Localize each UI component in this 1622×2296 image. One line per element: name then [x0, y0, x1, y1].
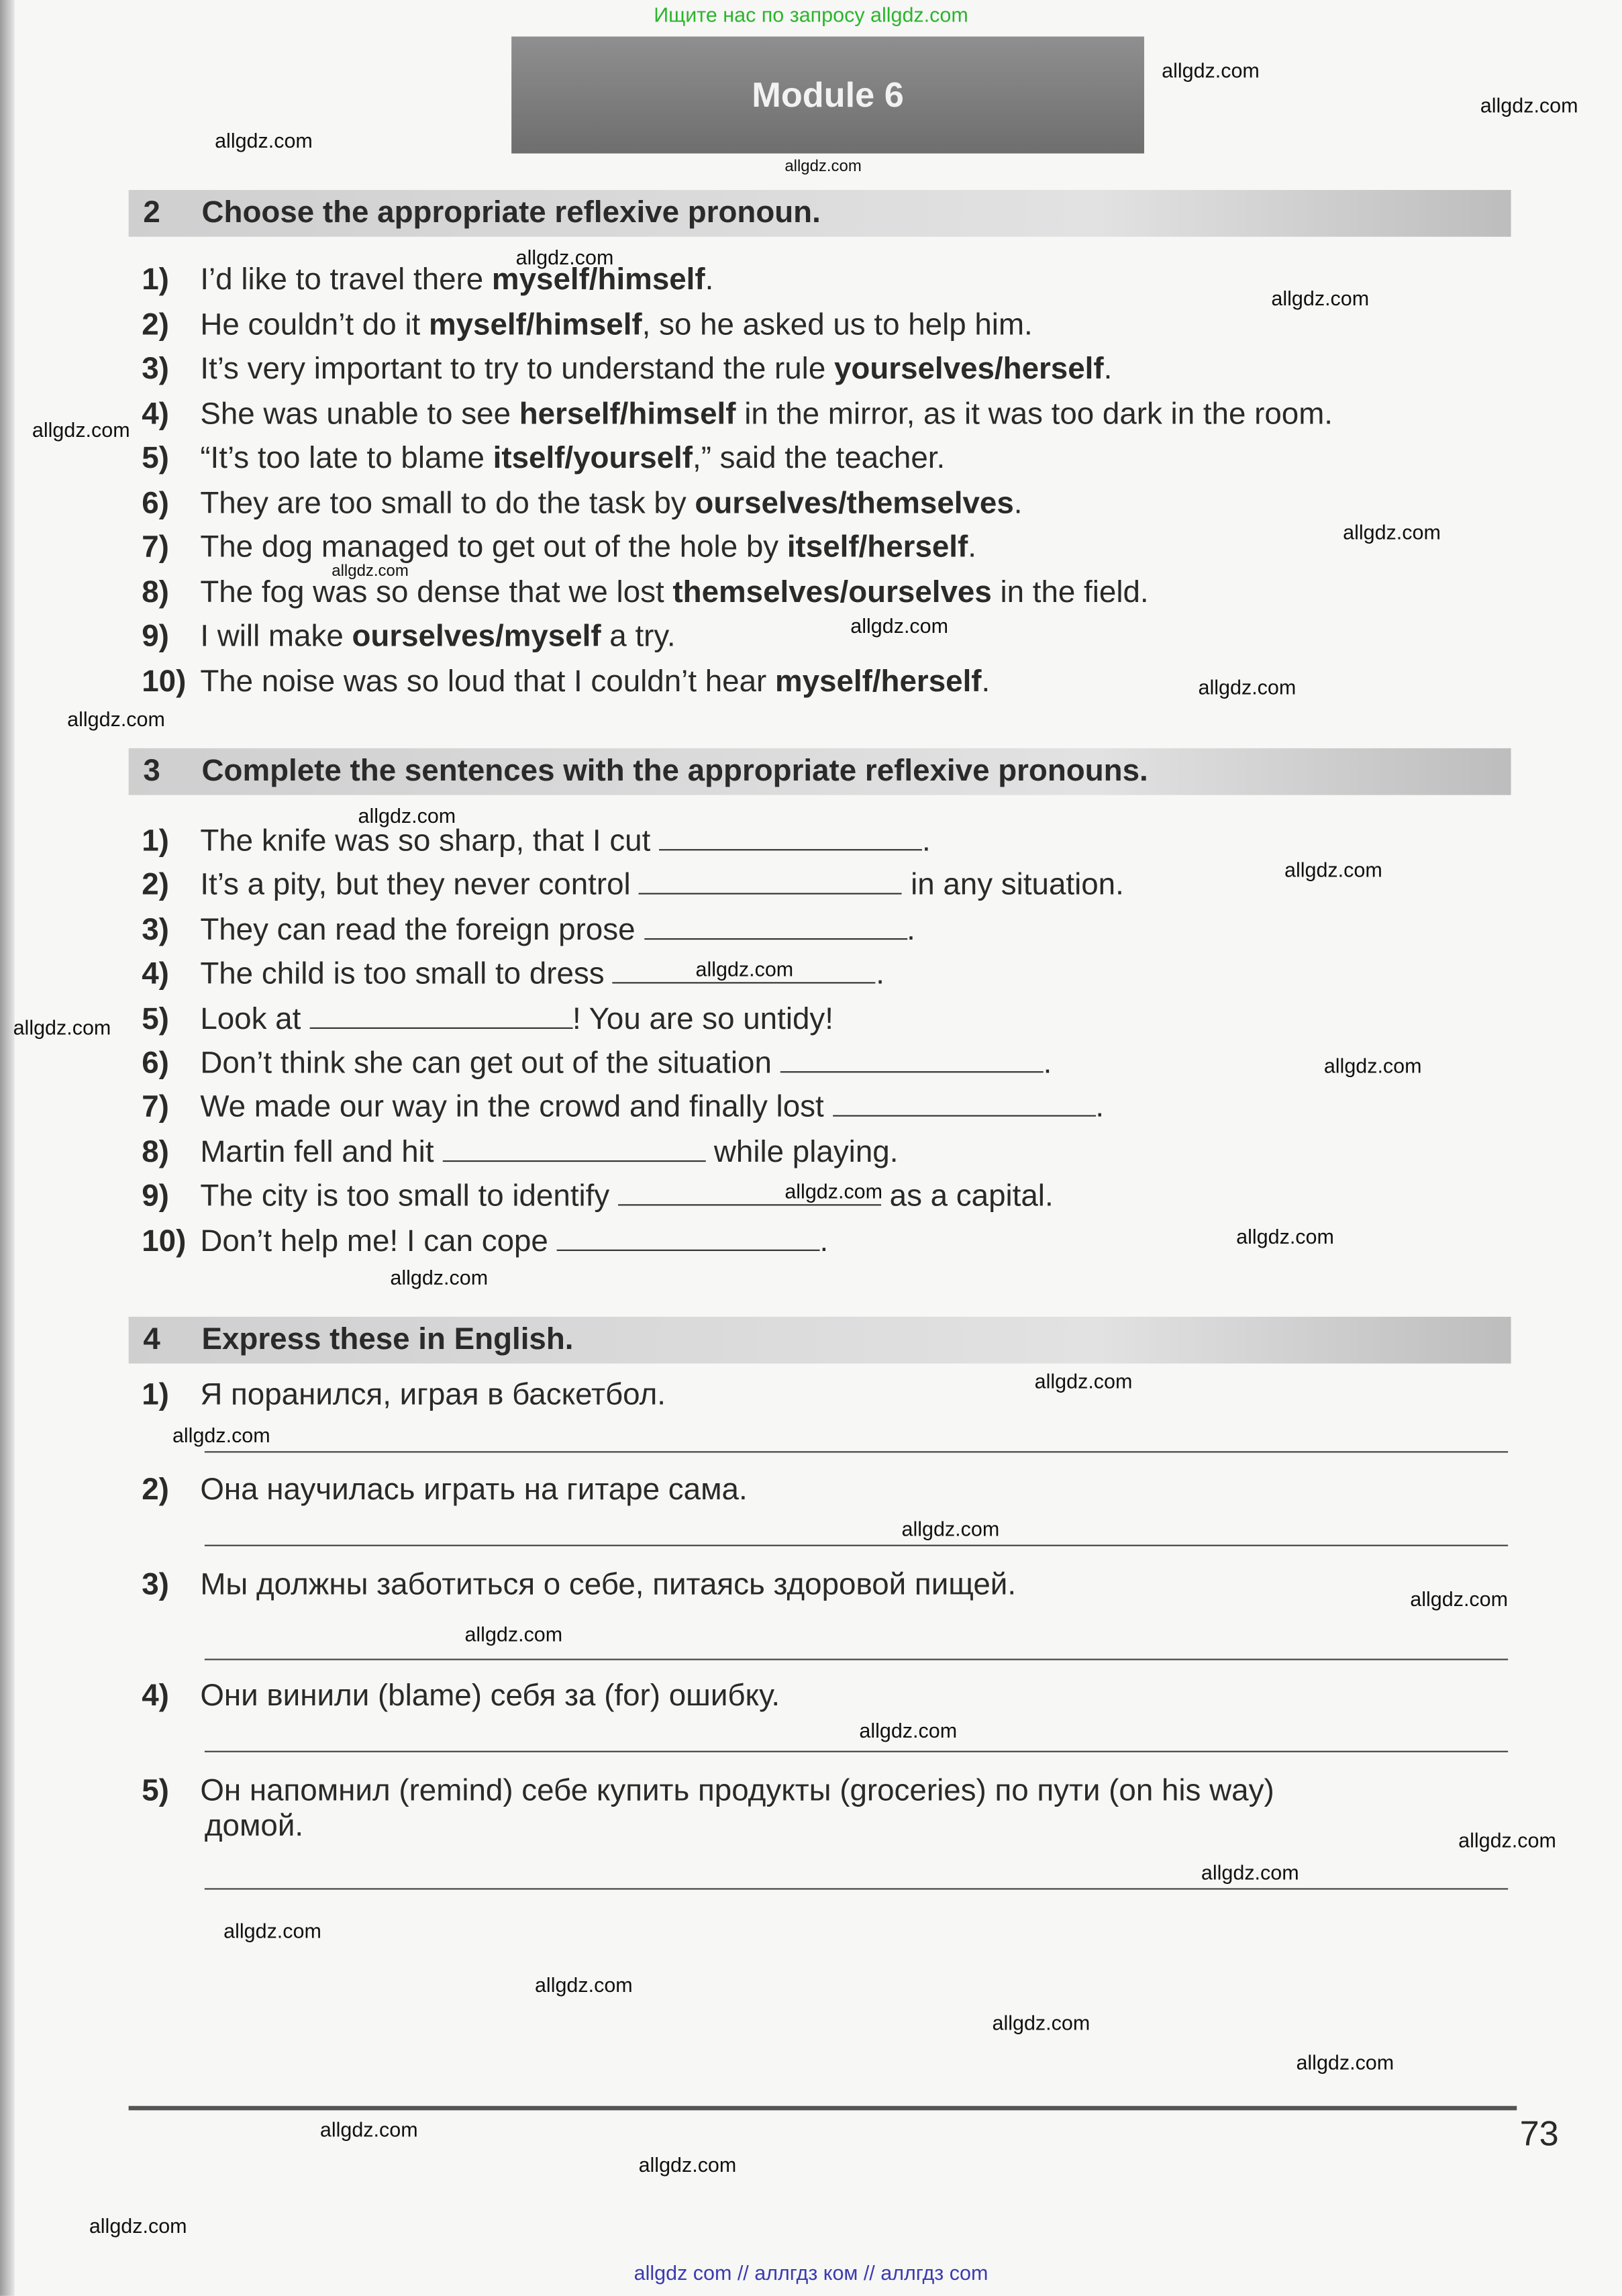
answer-line[interactable]	[205, 1751, 1508, 1752]
list-item	[142, 530, 976, 565]
watermark-text: allgdz.com	[1201, 1860, 1299, 1884]
item-text: “It’s too late to blame	[200, 441, 493, 475]
list-item	[142, 307, 1033, 342]
item-text: It’s a pity, but they never control	[200, 868, 640, 903]
list-item	[142, 1134, 898, 1170]
item-text: in any situation.	[902, 868, 1124, 903]
pronoun-choice: themselves/ourselves	[672, 575, 992, 609]
list-item	[142, 1045, 1052, 1081]
answer-blank[interactable]	[780, 1045, 1044, 1072]
item-text: He couldn’t do it	[200, 307, 429, 342]
watermark-text: allgdz.com	[1480, 93, 1578, 117]
answer-blank[interactable]	[644, 911, 907, 939]
watermark-text: allgdz.com	[784, 1179, 883, 1203]
item-number: 2)	[142, 1473, 169, 1507]
list-item	[142, 1223, 828, 1259]
answer-blank[interactable]	[557, 1223, 820, 1250]
item-text: The noise was so loud that I couldn’t hear	[200, 664, 775, 698]
watermark-text: allgdz.com	[319, 2117, 418, 2142]
item-text: We made our way in the crowd and finally lost	[200, 1091, 833, 1125]
item-text: Мы должны заботиться о себе, питаясь здоровой пищей.	[200, 1568, 1017, 1602]
item-text: Он напомнил (remind) себе купить продукты (groceries) по пути (on his way)	[200, 1774, 1274, 1808]
answer-line[interactable]	[205, 1658, 1508, 1660]
item-text: in the mirror, as it was too dark in the room.	[736, 397, 1333, 431]
item-text: in the field.	[991, 575, 1149, 609]
item-text: Я поранился, играя в баскетбол.	[200, 1378, 666, 1412]
list-item	[142, 397, 1333, 432]
exercise-title: Choose the appropriate reflexive pronoun.	[201, 195, 821, 230]
answer-line[interactable]	[205, 1888, 1508, 1889]
list-item	[142, 486, 1022, 521]
item-text: They can read the foreign prose	[200, 913, 644, 947]
item-number: 2)	[142, 307, 169, 342]
item-text: I will make	[200, 619, 352, 654]
pronoun-choice: myself/himself	[491, 262, 705, 297]
watermark-text: allgdz.com	[32, 417, 130, 442]
item-number: 5)	[142, 441, 169, 475]
list-item	[142, 911, 915, 948]
watermark-text: allgdz.com	[13, 1015, 111, 1040]
item-text: as a capital.	[880, 1179, 1054, 1213]
pronoun-choice: ourselves/myself	[352, 619, 601, 654]
footer-links: allgdz com // аллгдз ком // аллгдз com	[633, 2260, 989, 2285]
item-text: Don’t help me! I can cope	[200, 1224, 557, 1258]
item-number: 5)	[142, 1001, 169, 1036]
item-text: I’d like to travel there	[200, 262, 492, 297]
item-text: Martin fell and hit	[200, 1135, 443, 1169]
pronoun-choice: herself/himself	[519, 397, 736, 431]
watermark-text: allgdz.com	[1284, 858, 1382, 882]
list-item	[142, 1473, 747, 1508]
bottom-divider	[129, 2106, 1517, 2111]
pronoun-choice: itself/herself	[787, 530, 968, 564]
list-item	[142, 1001, 833, 1037]
item-number: 3)	[142, 913, 169, 947]
watermark-text: allgdz.com	[1162, 58, 1260, 82]
item-text: The child is too small to dress	[200, 957, 613, 991]
item-text: .	[1095, 1091, 1105, 1125]
pronoun-choice: ourselves/themselves	[695, 486, 1014, 520]
list-item	[142, 619, 675, 654]
item-number: 8)	[142, 1135, 169, 1169]
item-text: .	[876, 957, 885, 991]
list-item	[142, 1774, 1274, 1844]
watermark-text: allgdz.com	[1271, 286, 1370, 310]
list-item	[142, 1378, 666, 1413]
list-item	[142, 823, 931, 859]
watermark-text: allgdz.com	[515, 245, 614, 269]
item-number: 5)	[142, 1774, 169, 1808]
page-binding-edge	[0, 0, 15, 2296]
watermark-text: allgdz.com	[464, 1622, 563, 1646]
watermark-text: allgdz.com	[1198, 675, 1297, 699]
watermark-text: allgdz.com	[1296, 2050, 1395, 2074]
list-item	[142, 1568, 1016, 1603]
item-text: Она научилась играть на гитаре сама.	[200, 1473, 748, 1507]
list-item	[142, 1679, 780, 1714]
item-number: 7)	[142, 530, 169, 564]
item-text: Don’t think she can get out of the situation	[200, 1046, 780, 1081]
watermark-text: allgdz.com	[992, 2011, 1091, 2035]
exercise-3-header	[129, 748, 1511, 795]
module-title: Module 6	[752, 76, 904, 116]
item-text: .	[819, 1224, 829, 1258]
exercise-number: 3	[143, 754, 160, 788]
watermark-text: allgdz.com	[1410, 1587, 1509, 1611]
list-item	[142, 664, 990, 699]
item-text: .	[968, 530, 976, 564]
answer-line[interactable]	[205, 1451, 1508, 1452]
pronoun-choice: yourselves/herself	[833, 352, 1104, 386]
item-text-continued: домой.	[204, 1809, 304, 1843]
item-number: 9)	[142, 619, 169, 654]
answer-blank[interactable]	[639, 867, 902, 895]
item-number: 4)	[142, 397, 169, 431]
item-text: .	[907, 913, 915, 947]
watermark-text: allgdz.com	[1236, 1224, 1334, 1248]
item-text: The dog managed to get out of the hole by	[200, 530, 787, 564]
item-text: a try.	[601, 619, 676, 654]
item-text: It’s very important to try to understand the rule	[200, 352, 834, 386]
pronoun-choice: myself/himself	[428, 307, 642, 342]
watermark-text: allgdz.com	[89, 2213, 187, 2238]
pronoun-choice: myself/herself	[774, 664, 982, 698]
item-number: 6)	[142, 486, 169, 520]
item-number: 10)	[142, 1224, 187, 1258]
item-number: 7)	[142, 1091, 169, 1125]
item-number: 2)	[142, 868, 169, 903]
exercise-number: 4	[143, 1322, 160, 1356]
watermark-text: allgdz.com	[638, 2152, 737, 2177]
item-text: ! You are so untidy!	[572, 1001, 833, 1036]
list-item	[142, 1178, 1053, 1214]
item-number: 8)	[142, 575, 169, 609]
item-text: Look at	[200, 1001, 310, 1036]
answer-line[interactable]	[205, 1545, 1508, 1546]
watermark-text: allgdz.com	[695, 957, 794, 981]
item-number: 3)	[142, 1568, 169, 1602]
watermark-text: allgdz.com	[332, 562, 409, 581]
list-item	[142, 263, 713, 298]
item-number: 6)	[142, 1046, 169, 1081]
watermark-text: allgdz.com	[850, 613, 949, 638]
watermark-text: allgdz.com	[390, 1265, 489, 1289]
item-number: 4)	[142, 1679, 169, 1713]
watermark-text: allgdz.com	[1323, 1053, 1422, 1077]
item-text: .	[1013, 486, 1023, 520]
page-number: 73	[1519, 2114, 1559, 2154]
item-text: The fog was so dense that we lost	[200, 575, 673, 609]
pronoun-choice: itself/yourself	[493, 441, 693, 475]
answer-blank[interactable]	[309, 1001, 572, 1028]
answer-blank[interactable]	[832, 1089, 1095, 1117]
item-number: 1)	[142, 1378, 169, 1412]
item-number: 3)	[142, 352, 169, 386]
exercise-4-header	[129, 1317, 1511, 1364]
item-number: 9)	[142, 1179, 169, 1213]
item-text: ,” said the teacher.	[692, 441, 946, 475]
watermark-text: allgdz.com	[784, 158, 862, 176]
item-number: 4)	[142, 957, 169, 991]
item-text: The knife was so sharp, that I cut	[200, 824, 660, 858]
exercise-title: Express these in English.	[201, 1322, 574, 1356]
item-text: The city is too small to identify	[200, 1179, 618, 1213]
item-number: 1)	[142, 824, 169, 858]
answer-blank[interactable]	[659, 823, 922, 850]
module-header	[511, 36, 1144, 153]
watermark-text: allgdz.com	[223, 1919, 321, 1942]
list-item	[142, 442, 945, 477]
item-text: Они винили (blame) себя за (for) ошибку.	[200, 1679, 780, 1713]
exercise-2-header	[129, 190, 1511, 237]
item-text: .	[981, 664, 991, 698]
watermark-text: allgdz.com	[67, 707, 165, 731]
item-text: .	[705, 262, 714, 297]
list-item	[142, 1089, 1104, 1126]
item-text: They are too small to do the task by	[200, 486, 695, 520]
list-item	[142, 352, 1112, 387]
watermark-text: allgdz.com	[901, 1517, 1000, 1541]
exercise-title: Complete the sentences with the appropriate reflexive pronouns.	[201, 754, 1148, 788]
item-text: while playing.	[705, 1135, 899, 1169]
watermark-text: allgdz.com	[534, 1973, 633, 1997]
watermark-text: allgdz.com	[1458, 1828, 1556, 1852]
item-number: 1)	[142, 262, 169, 297]
watermark-text: allgdz.com	[215, 128, 313, 152]
watermark-text: allgdz.com	[172, 1423, 270, 1447]
watermark-text: allgdz.com	[358, 803, 456, 828]
exercise-number: 2	[143, 195, 160, 230]
watermark-text: allgdz.com	[859, 1718, 958, 1742]
item-text: .	[1043, 1046, 1052, 1081]
list-item	[142, 575, 1148, 610]
item-number: 10)	[142, 664, 187, 698]
item-text: .	[1103, 352, 1113, 386]
item-text: .	[922, 824, 931, 858]
watermark-text: allgdz.com	[1343, 520, 1441, 544]
top-search-note: Ищите нас по запросу allgdz.com	[654, 3, 968, 27]
list-item	[142, 867, 1124, 903]
item-text: She was unable to see	[200, 397, 519, 431]
watermark-text: allgdz.com	[1034, 1369, 1133, 1393]
item-text: , so he asked us to help him.	[642, 307, 1033, 342]
answer-blank[interactable]	[442, 1134, 705, 1161]
